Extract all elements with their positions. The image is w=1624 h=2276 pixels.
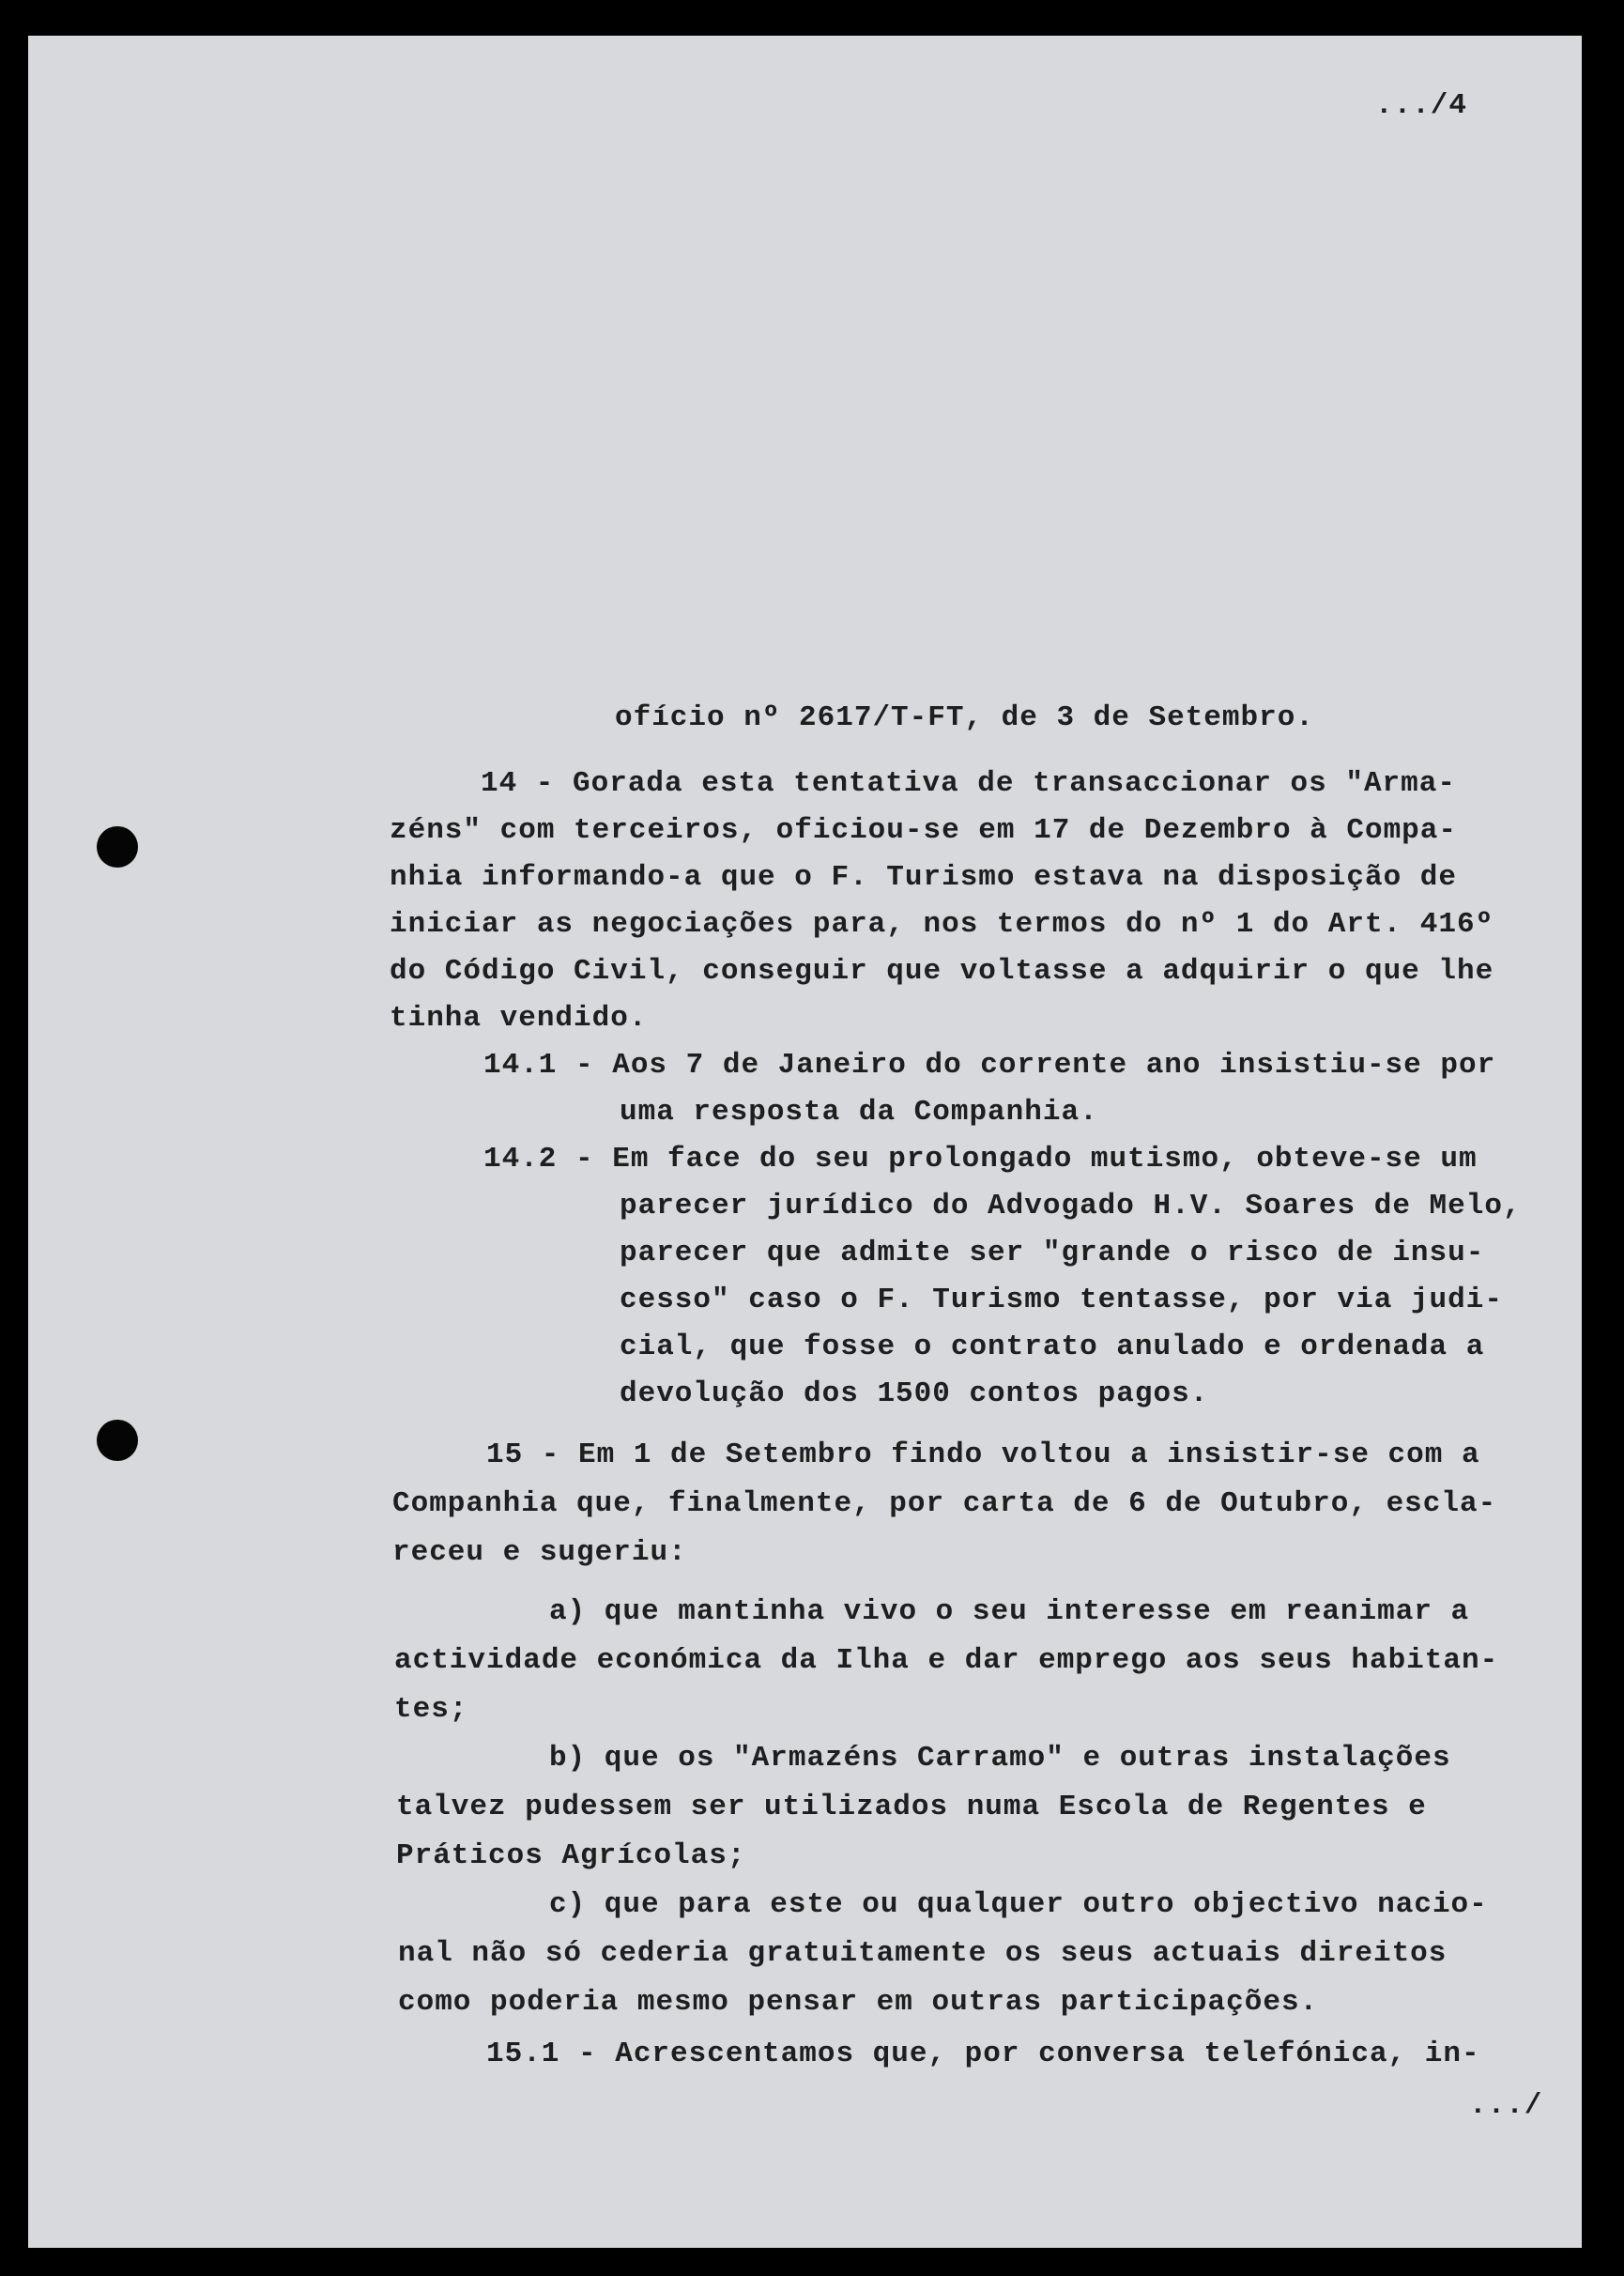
document-heading: ofício nº 2617/T-FT, de 3 de Setembro.	[615, 701, 1314, 734]
text-line: nal não só cederia gratuitamente os seus actuais direitos	[398, 1937, 1448, 1970]
continuation-marker: .../	[1469, 2089, 1543, 2122]
text-line: devolução dos 1500 contos pagos.	[620, 1377, 1209, 1410]
paragraph-15-1: 15.1 - Acrescentamos que, por conversa telefónica, in-	[486, 2038, 1480, 2070]
text-line: tinha vendido.	[390, 1002, 648, 1035]
text-line: nhia informando-a que o F. Turismo estava na disposição de	[390, 861, 1457, 894]
text-line: do Código Civil, conseguir que voltasse a adquirir o que lhe	[390, 955, 1494, 988]
text-line: parecer que admite ser "grande o risco de insu-	[620, 1237, 1485, 1269]
text-line: tes;	[394, 1693, 468, 1726]
text-line: b) que os "Armazéns Carramo" e outras instalações	[549, 1742, 1451, 1775]
binder-hole-bottom	[97, 1420, 138, 1461]
text-line: cesso" caso o F. Turismo tentasse, por via judi-	[620, 1284, 1503, 1316]
text-line: c) que para este ou qualquer outro objectivo nacio-	[549, 1888, 1488, 1921]
text-line: 14.2 - Em face do seu prolongado mutismo, obteve-se um	[483, 1143, 1478, 1176]
text-line: 15 - Em 1 de Setembro findo voltou a insistir-se com a	[486, 1438, 1480, 1471]
text-line: Práticos Agrícolas;	[396, 1839, 746, 1872]
page-marker: .../4	[1375, 89, 1468, 122]
text-line: como poderia mesmo pensar em outras participações.	[398, 1986, 1319, 2019]
text-line: iniciar as negociações para, nos termos do nº 1 do Art. 416º	[390, 908, 1494, 941]
text-line: talvez pudessem ser utilizados numa Escola de Regentes e	[396, 1791, 1427, 1823]
binder-hole-top	[97, 826, 138, 868]
text-line: actividade económica da Ilha e dar emprego aos seus habitan-	[394, 1644, 1499, 1677]
text-line: cial, que fosse o contrato anulado e ordenada a	[620, 1330, 1485, 1363]
text-line: parecer jurídico do Advogado H.V. Soares de Melo,	[620, 1190, 1522, 1223]
text-line: receu e sugeriu:	[392, 1536, 687, 1569]
text-line: 14.1 - Aos 7 de Janeiro do corrente ano insistiu-se por	[483, 1049, 1496, 1082]
text-line: Companhia que, finalmente, por carta de 6 de Outubro, escla-	[392, 1487, 1497, 1520]
text-line: uma resposta da Companhia.	[620, 1096, 1098, 1129]
text-line: zéns" com terceiros, oficiou-se em 17 de Dezembro à Compa-	[390, 814, 1457, 847]
text-line: a) que mantinha vivo o seu interesse em reanimar a	[549, 1595, 1470, 1628]
text-line: 14 - Gorada esta tentativa de transaccionar os "Arma-	[481, 767, 1456, 800]
